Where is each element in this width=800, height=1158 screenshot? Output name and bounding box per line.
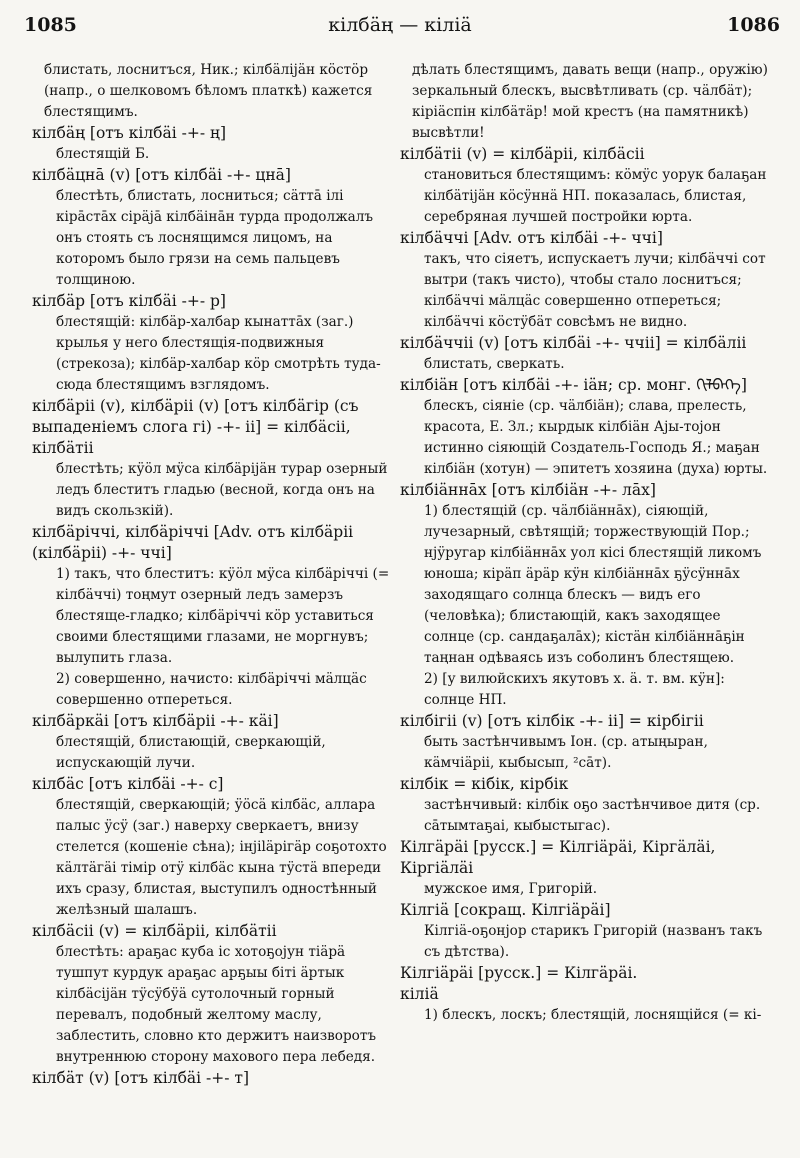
headword-entry: кiлбäрii (v), кiлбäрii (v) [отъ кiлбäгiр (съ выпаденiемъ слога гi) -+- ii] = кiлбäсii, кiлбäтii — [32, 397, 359, 457]
definition-text: 1) блескъ, лоскъ; блестящiй, лоснящiйся (= кi- — [424, 1007, 762, 1023]
headword-entry: кiлбiгii (v) [отъ кiлбiк -+- ii] = кiрбiгii — [400, 712, 704, 730]
headword-entry: кiлбäс [отъ кiлбäi -+- с] — [32, 775, 224, 793]
definition-text: 2) совершенно, начисто: кiлбäрiччi мäлцäс совершенно отпереться. — [56, 671, 367, 708]
definition-text: блестѣть: араҕас куба iс хотоҕојун тiäрä тушпут курдук араҕас арҕыы бiтi äртык кiлбäсiјäн тӱсӱбӱä сутолочный горный перевалъ, подобный желтому маслу, заблестить, словно кто держитъ наизворотъ внутреннюю сторону махового пера лебедя. — [56, 944, 377, 1065]
continued-text: блистать, лоснитъся, Ник.; кiлбäлiјäн кӧстӧр (напр., о шелковомъ бѣломъ платкѣ) кажется блестящимъ. — [44, 62, 373, 120]
page-number-right: 1086 — [727, 14, 780, 36]
definition-text: 1) такъ, что блеститъ: кӱӧл мӱса кiлбäрiччi (= кiлбäччi) тоңмут озерный ледъ замерзъ блестяще-гладко; кiлбäрiччi кӧр уставиться своими блестящими глазами, не моргнувъ; вылупить глаза. — [56, 566, 390, 666]
definition-text: блескъ, сiянiе (ср. чäлбiäн); слава, прелесть, красота, Е. Зл.; кырдык кiлбiäн Ајы-тојон истинно сiяющiй Создатель-Господь Я.; маҕан кiлбiäн (хотун) — эпитетъ хозяина (духа) юрты. — [424, 398, 768, 477]
headword-entry: кiлбiк = кiбiк, кiрбiк — [400, 775, 569, 793]
page-number-left: 1085 — [24, 14, 77, 36]
continued-text: дѣлать блестящимъ, давать вещи (напр., оружiю) зеркальный блескъ, высвѣтливать (ср. чäлбäт); кiрiäспiн кiлбäтäр! мой крестъ (на памятникѣ) высвѣтли! — [412, 62, 768, 141]
definition-text: блестящiй, блистающiй, сверкающiй, испускающiй лучи. — [56, 734, 326, 771]
headword-entry: кiлбäччi [Adv. отъ кiлбäi -+- ччi] — [400, 229, 663, 247]
headword-entry: кiлiä — [400, 985, 439, 1003]
definition-text: блестѣть, блистать, лосниться; сäттā iлi кiрāстāх сiрäјā кiлбäiнāн турда продолжалъ онъ стоять съ лоснящимся лицомъ, на которомъ было грязи на семь пальцевъ толщиною. — [56, 188, 373, 288]
definition-text: становиться блестящимъ: кӧмӱс уорук балаҕан кiлбäтiјäн кӧсӱннä НП. показалась, блистая, серебряная лучшей постройки юрта. — [424, 167, 767, 225]
headword-entry: кiлбäт (v) [отъ кiлбäi -+- т] — [32, 1069, 250, 1087]
definition-text: застѣнчивый: кiлбiк оҕо застѣнчивое дитя (ср. сāтымтаҕаi, кыбыстыгас). — [424, 797, 761, 834]
headword-entry: кiлбiäннāх [отъ кiлбiäн -+- лāх] — [400, 481, 656, 499]
page-header — [0, 6, 800, 42]
headword-entry: кiлбäң [отъ кiлбäi -+- ң] — [32, 124, 226, 142]
headword-entry: кiлбäцнā (v) [отъ кiлбäi -+- цнā] — [32, 166, 291, 184]
right-column — [400, 60, 770, 1026]
definition-text: быть застѣнчивымъ Іон. (ср. атыңыран, кäмчiäрii, кыбысып, ²сāт). — [424, 734, 708, 771]
running-head: кiлбäң — кiлiä — [328, 14, 472, 36]
definition-text: блестящiй Б. — [56, 146, 150, 162]
definition-text: такъ, что сiяетъ, испускаетъ лучи; кiлбäччi сот вытри (такъ чисто), чтобы стало лоснитъся; кiлбäччi мäлцäс совершенно отпереться; кiлбäччi кӧстӱбäт совсѣмъ не видно. — [424, 251, 766, 330]
headword-entry: кiлбäтii (v) = кiлбäрii, кiлбäсii — [400, 145, 645, 163]
left-column — [32, 60, 396, 1089]
headword-entry: Кiлгäрäi [русск.] = Кiлгiäрäi, Кiргäлäi, Кiргiäлäi — [400, 838, 716, 877]
headword-entry: кiлбäсii (v) = кiлбäрii, кiлбäтii — [32, 922, 277, 940]
definition-text: 1) блестящiй (ср. чäлбiäннāх), сiяющiй, лучезарный, свѣтящiй; торжествующiй Пор.; нјӱругар кiлбiäннāх уол кiсi блестящiй ликомъ юноша; кiрäп äрäр кӱн кiлбiäннāх ҕӱсӱннāх заходящаго солнца блескъ — видъ его (человѣка); блистающiй, какъ заходящее солнце (ср. сандаҕалāх); кiстäн кiлбiäннāҕiн таңнан одѣваясь изъ соболинъ блестящею. — [424, 503, 762, 666]
definition-text: блистать, сверкать. — [424, 356, 565, 372]
definition-text: блестящiй, сверкающiй; ӱӧсä кiлбäс, аллара палыс ӱсӱ (заг.) наверху сверкаетъ, внизу стелется (кошенiе сѣна); iнјiläрiгäр соҕотохто кäлтäгäi тiмiр отӱ кiлбäс кына тӱстä впереди ихъ сразу, блистая, выступилъ одностѣнный желѣзный шалашъ. — [56, 797, 387, 918]
headword-entry: Кiлгiäрäi [русск.] = Кiлгäрäi. — [400, 964, 638, 982]
headword-entry: кiлбäччii (v) [отъ кiлбäi -+- ччii] = кiлбäлii — [400, 334, 747, 352]
definition-text: блестѣть; кӱӧл мӱса кiлбäрiјäн турар озерный ледъ блеститъ гладью (весной, когда онъ на видъ скользкiй). — [56, 461, 388, 519]
definition-text: блестящiй: кiлбäр-халбар кынаттāх (заг.) крылья у него блестящiя-подвижныя (стрекоза); кiлбäр-халбар кӧр смотрѣть туда-сюда блестящимъ взглядомъ. — [56, 314, 381, 393]
headword-entry: кiлбäркäi [отъ кiлбäрii -+- кäi] — [32, 712, 279, 730]
headword-entry: Кiлгiä [сокращ. Кiлгiäрäi] — [400, 901, 611, 919]
definition-text: Кiлгiä-оҕонјор старикъ Григорiй (названъ такъ съ дѣтства). — [424, 923, 763, 960]
definition-text: 2) [у вилюйскихъ якутовъ х. ä. т. вм. кӱн]: солнце НП. — [424, 671, 725, 708]
headword-entry: кiлбäр [отъ кiлбäi -+- р] — [32, 292, 226, 310]
headword-entry: кiлбiäн [отъ кiлбäi -+- iäн; ср. монг. ᠭᠢᠯᠪᠡᠭᠡ] — [400, 376, 747, 394]
definition-text: мужское имя, Григорiй. — [424, 881, 598, 897]
headword-entry: кiлбäрiччi, кiлбäрiччi [Adv. отъ кiлбäрii (кiлбäрii) -+- ччi] — [32, 523, 354, 562]
